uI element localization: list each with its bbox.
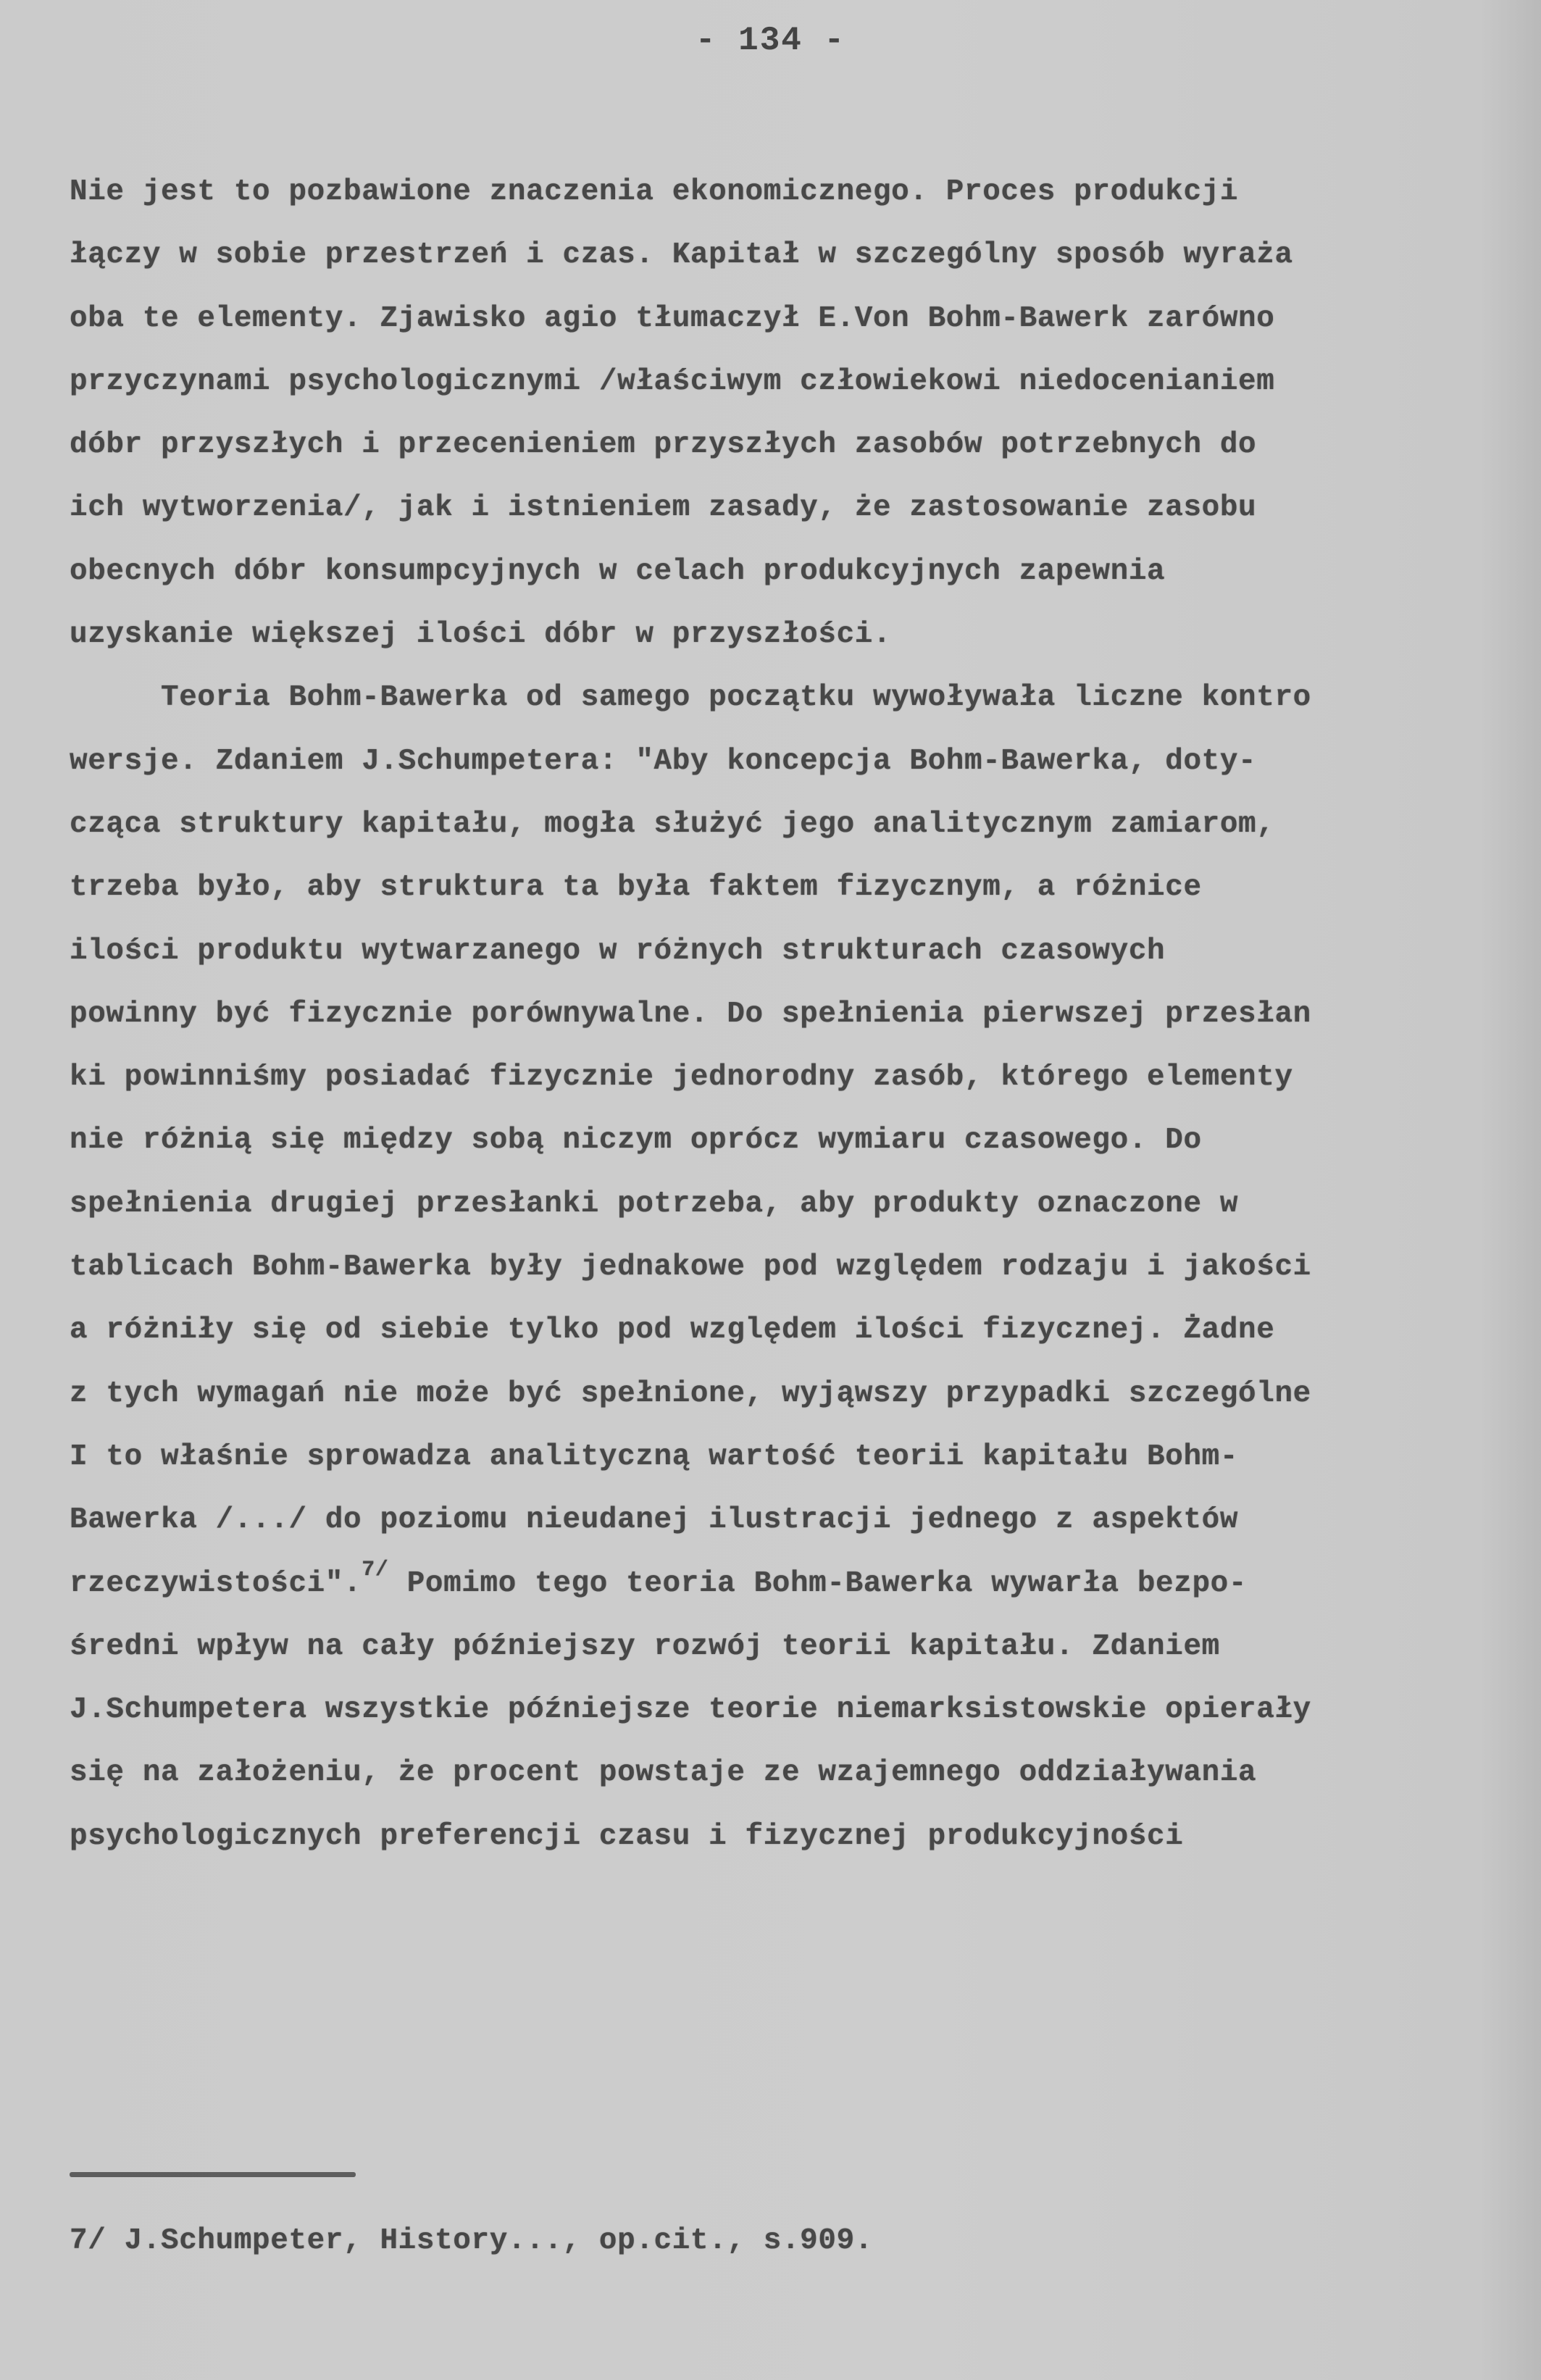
footnote: 7/ J.Schumpeter, History..., op.cit., s.909. xyxy=(70,2224,873,2258)
footnote-divider xyxy=(70,2172,356,2177)
text-line: przyczynami psychologicznymi /właściwym człowiekowi niedocenianiem xyxy=(70,364,1275,398)
text-line: średni wpływ na cały późniejszy rozwój teorii kapitału. Zdaniem xyxy=(70,1629,1220,1663)
text-line: cząca struktury kapitału, mogła służyć jego analitycznym zamiarom, xyxy=(70,807,1275,841)
text-line: się na założeniu, że procent powstaje ze wzajemnego oddziaływania xyxy=(70,1756,1257,1790)
text-line: nie różnią się między sobą niczym oprócz wymiaru czasowego. Do xyxy=(70,1124,1202,1158)
text-line: powinny być fizycznie porównywalne. Do spełnienia pierwszej przesłan xyxy=(70,997,1311,1031)
text-line: psychologicznych preferencji czasu i fizycznej produkcyjności xyxy=(70,1819,1184,1853)
text-line: obecnych dóbr konsumpcyjnych w celach produkcyjnych zapewnia xyxy=(70,554,1166,588)
text-line: dóbr przyszłych i przecenieniem przyszłych zasobów potrzebnych do xyxy=(70,428,1257,462)
text-line: wersje. Zdaniem J.Schumpetera: "Aby koncepcja Bohm-Bawerka, doty- xyxy=(70,744,1257,778)
text-line: Nie jest to pozbawione znaczenia ekonomicznego. Proces produkcji xyxy=(70,175,1239,209)
line-continuation: Pomimo tego teoria Bohm-Bawerka wywarła bezpo- xyxy=(388,1566,1248,1600)
text-line: J.Schumpetera wszystkie późniejsze teorie niemarksistowskie opierały xyxy=(70,1693,1311,1727)
body-text xyxy=(70,161,1541,1868)
footnote-reference[interactable]: 7/ xyxy=(362,1557,389,1582)
text-line: ich wytworzenia/, jak i istnieniem zasady, że zastosowanie zasobu xyxy=(70,491,1257,525)
page-number: - 134 - xyxy=(695,22,846,59)
text-line: uzyskanie większej ilości dóbr w przyszłości. xyxy=(70,618,892,652)
text-line: oba te elementy. Zjawisko agio tłumaczył E.Von Bohm-Bawerk zarówno xyxy=(70,301,1275,335)
text-line: ki powinniśmy posiadać fizycznie jednorodny zasób, którego elementy xyxy=(70,1061,1293,1095)
text-line: ilości produktu wytwarzanego w różnych strukturach czasowych xyxy=(70,934,1166,968)
text-line: spełnienia drugiej przesłanki potrzeba, aby produkty oznaczone w xyxy=(70,1187,1239,1221)
text-line: z tych wymagań nie może być spełnione, wyjąwszy przypadki szczególne xyxy=(70,1377,1311,1411)
text-line: trzeba było, aby struktura ta była faktem fizycznym, a różnice xyxy=(70,871,1202,905)
quote-end: rzeczywistości". xyxy=(70,1566,362,1600)
text-line: łączy w sobie przestrzeń i czas. Kapitał w szczególny sposób wyraża xyxy=(70,238,1293,272)
text-line: I to właśnie sprowadza analityczną wartość teorii kapitału Bohm- xyxy=(70,1440,1239,1474)
text-line: Bawerka /.../ do poziomu nieudanej ilustracji jednego z aspektów xyxy=(70,1503,1239,1537)
text-line: Teoria Bohm-Bawerka od samego początku wywoływała liczne kontro xyxy=(70,681,1311,715)
text-line: a różniły się od siebie tylko pod względem ilości fizycznej. Żadne xyxy=(70,1314,1275,1348)
text-line-with-footnote xyxy=(70,1553,1541,1616)
text-line: tablicach Bohm-Bawerka były jednakowe pod względem rodzaju i jakości xyxy=(70,1250,1311,1285)
